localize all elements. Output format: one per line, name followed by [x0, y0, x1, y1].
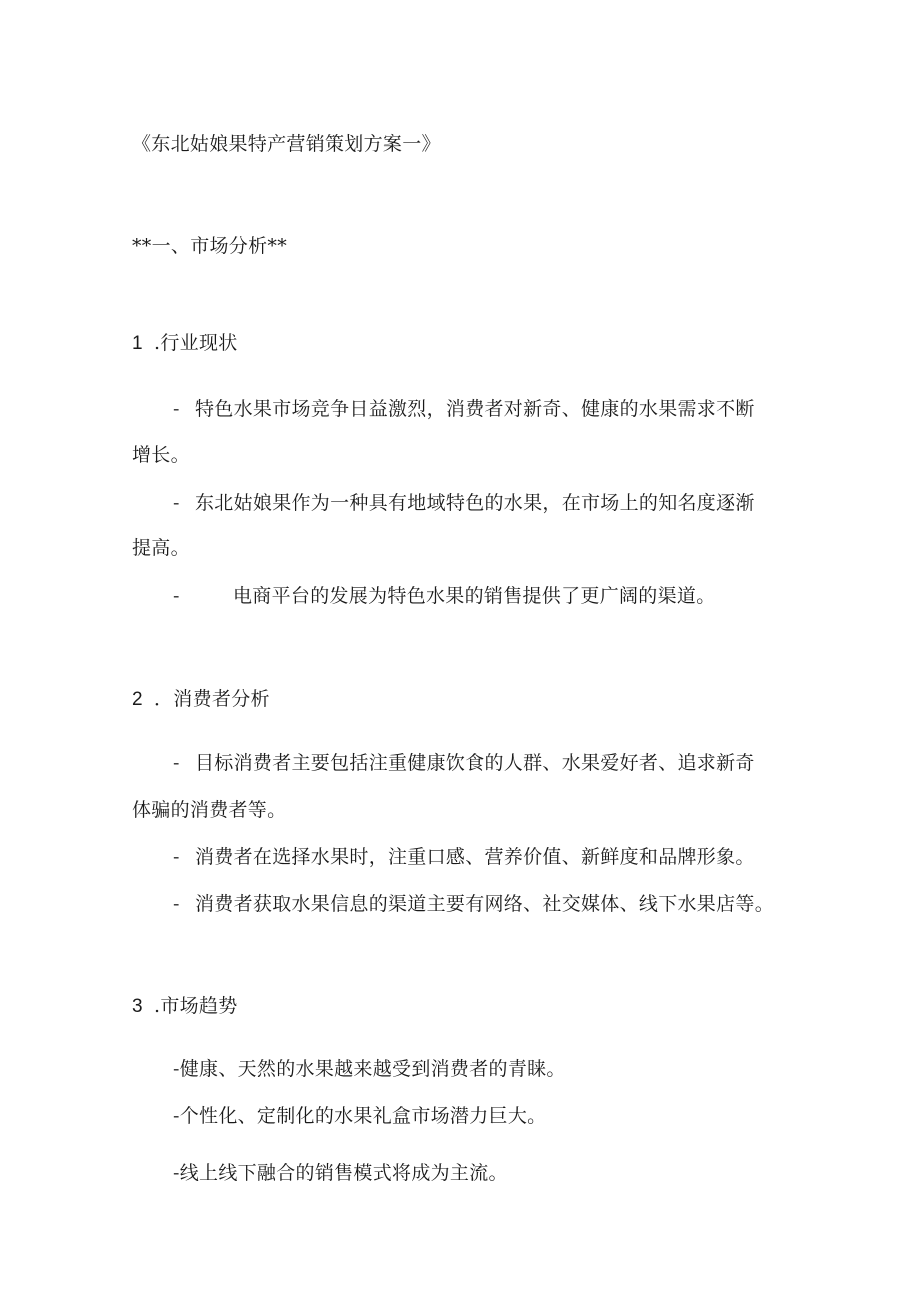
list-item [173, 1160, 508, 1186]
subsection-heading-consumers [132, 686, 270, 713]
list-item [173, 396, 755, 422]
subsection-heading-trends [132, 993, 238, 1020]
list-item-text: 电商平台的发展为特色水果的销售提供了更广阔的渠道。 [233, 585, 716, 607]
document-title: 《东北姑娘果特产营销策划方案一》 [132, 133, 441, 155]
list-item-text: 消费者在选择水果时，注重口感、营养价值、新鲜度和品牌形象。 [195, 846, 755, 868]
section-heading: **一、市场分析** [132, 235, 288, 257]
list-item-text: 目标消费者主要包括注重健康饮食的人群、水果爱好者、追求新奇 [195, 752, 755, 774]
bullet-dash: - [173, 398, 180, 420]
list-item [173, 1103, 546, 1129]
list-item-text: 消费者获取水果信息的渠道主要有网络、社交媒体、线下水果店等。 [195, 893, 775, 915]
bullet-dash: - [173, 752, 180, 774]
bullet-dash: - [173, 1058, 180, 1080]
list-item-continuation: 体骗的消费者等。 [132, 799, 287, 821]
subsection-label: .市场趋势 [154, 995, 238, 1017]
subsection-number: 2 [132, 689, 143, 710]
subsection-label: .行业现状 [154, 332, 238, 354]
list-item-continuation: 提高。 [132, 537, 190, 559]
bullet-dash: - [173, 1162, 180, 1184]
subsection-heading-industry [132, 330, 238, 357]
list-item [173, 490, 755, 516]
bullet-dash: - [173, 585, 180, 607]
subsection-number: 3 [132, 996, 143, 1017]
bullet-dash: - [173, 1105, 180, 1127]
bullet-dash: - [173, 893, 180, 915]
list-item-text: 个性化、定制化的水果礼盒市场潜力巨大。 [179, 1105, 547, 1127]
list-item-continuation: 增长。 [132, 444, 190, 466]
list-item-text: 特色水果市场竞争日益激烈，消费者对新奇、健康的水果需求不断 [195, 398, 755, 420]
list-item-text: 东北姑娘果作为一种具有地域特色的水果，在市场上的知名度逐渐 [195, 492, 755, 514]
list-item-text: 线上线下融合的销售模式将成为主流。 [179, 1162, 508, 1184]
bullet-dash: - [173, 492, 180, 514]
subsection-label: ．消费者分析 [154, 688, 270, 710]
subsection-number: 1 [132, 333, 143, 354]
list-item [173, 583, 716, 609]
list-item-text: 健康、天然的水果越来越受到消费者的青睐。 [179, 1058, 566, 1080]
bullet-dash: - [173, 846, 180, 868]
list-item [173, 1056, 566, 1082]
list-item [173, 750, 755, 776]
list-item [173, 891, 774, 917]
list-item [173, 844, 755, 870]
